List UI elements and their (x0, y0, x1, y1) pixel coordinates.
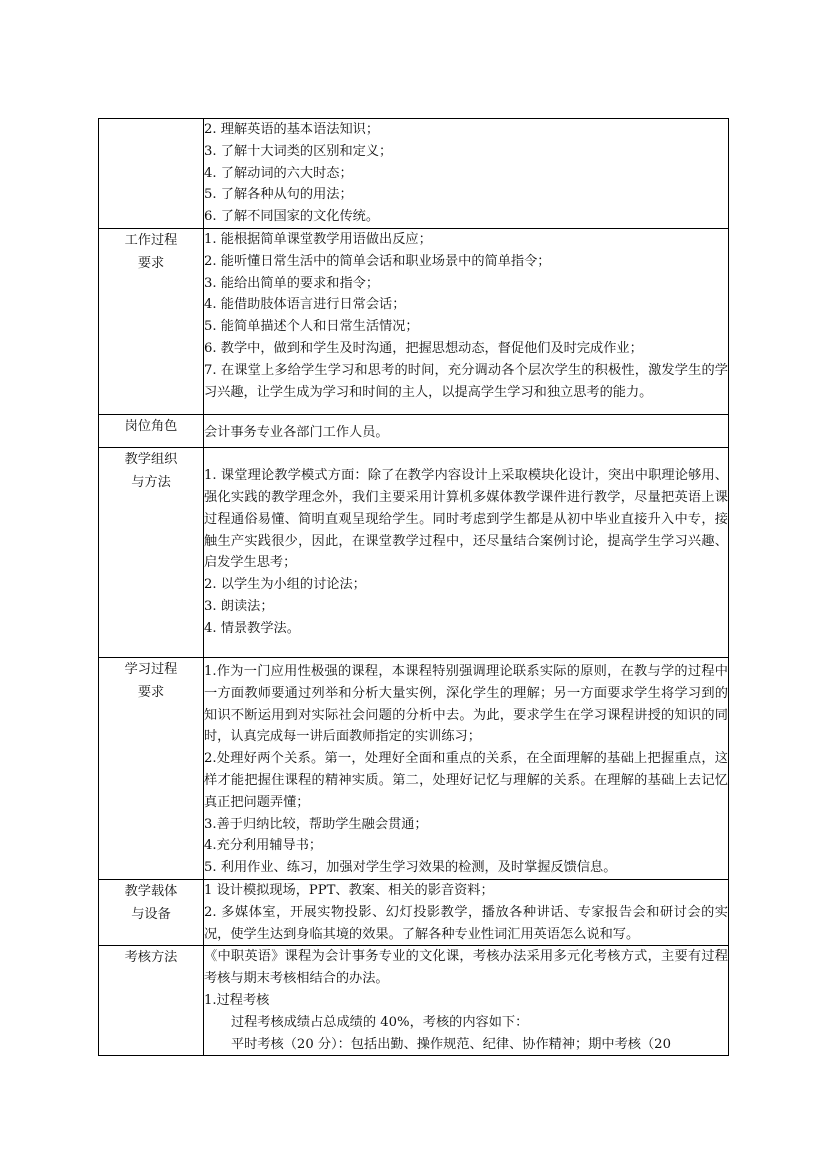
label-line: 教学组织 (124, 451, 178, 467)
list-item: 3. 了解十大词类的区别和定义； (204, 143, 393, 159)
list-item: 过程考核成绩占总成绩的 40%，考核的内容如下： (231, 1014, 529, 1030)
table-row-equipment (99, 879, 729, 945)
course-table (98, 118, 729, 1056)
list-item: 6. 了解不同国家的文化传统。 (204, 209, 380, 225)
list-item: 4. 情景教学法。 (204, 620, 300, 636)
row-content-equipment (204, 879, 729, 945)
list-item: 2.处理好两个关系。第一，处理好全面和重点的关系，在全面理解的基础上把握重点，这样才能把握住课程的精神实质。第二，处理好记忆与理解的关系。在理解的基础上去记忆真正把问题弄懂； (204, 751, 728, 810)
label-line: 与设备 (131, 906, 171, 922)
list-item: 5. 了解各种从句的用法； (204, 187, 353, 203)
row-label-study-process (99, 657, 204, 879)
row-label-equipment (99, 879, 204, 945)
row-content-assessment (204, 946, 729, 1056)
row-content-study-process (204, 657, 729, 879)
table-row-work-process (99, 228, 729, 414)
row-label-assessment: 考核方法 (99, 946, 204, 1056)
label-line: 教学载体 (124, 883, 178, 899)
row-label-teaching-method (99, 447, 204, 657)
list-item: 3.善于归纳比较，帮助学生融会贯通； (204, 816, 428, 832)
table-row-knowledge (99, 119, 729, 229)
list-item: 2. 理解英语的基本语法知识； (204, 122, 380, 137)
paragraph: 《中职英语》课程为会计事务专业的文化课，考核办法采用多元化考核方式，主要有过程考核与期末考核相结合的办法。 (204, 949, 728, 987)
list-item: 5. 能简单描述个人和日常生活情况； (204, 319, 419, 335)
list-item: 平时考核（20 分）：包括出勤、操作规范、纪律、协作精神；期中考核（20 (231, 1036, 671, 1052)
table-row-teaching-method (99, 447, 729, 657)
list-item: 1. 能根据简单课堂教学用语做出反应； (204, 231, 432, 247)
list-item: 4.充分利用辅导书； (204, 838, 323, 854)
row-content-work-process (204, 228, 729, 414)
label-line: 要求 (137, 684, 165, 700)
row-label-work-process (99, 228, 204, 414)
list-item: 6. 教学中，做到和学生及时沟通，把握思想动态，督促他们及时完成作业； (204, 340, 643, 356)
row-content-teaching-method (204, 447, 729, 657)
list-item: 3. 朗读法； (204, 599, 274, 615)
label-line: 学习过程 (124, 661, 178, 677)
list-item: 2. 多媒体室，开展实物投影、幻灯投影教学，播放各种讲话、专家报告会和研讨会的实况，使学生达到身临其境的效果。了解各种专业性词汇用英语怎么说和写。 (204, 904, 728, 942)
list-item: 1. 课堂理论教学模式方面：除了在教学内容设计上采取模块化设计，突出中职理论够用、强化实践的教学理念外，我们主要采用计算机多媒体教学课件进行教学，尽量把英语上课过程通俗易懂、简明直观呈现给学生。同时考虑到学生都是从初中毕业直接升入中专，接触生产实践很少，因此，在课堂教学过程中，还尽量结合案例讨论，提高学生学习兴趣、启发学生思考； (204, 468, 728, 571)
table-row-study-process (99, 657, 729, 879)
list-item: 3. 能给出简单的要求和指令； (204, 275, 380, 291)
list-item: 2. 能听懂日常生活中的简单会话和职业场景中的简单指令； (204, 253, 551, 269)
list-item: 1.作为一门应用性极强的课程，本课程特别强调理论联系实际的原则，在教与学的过程中一方面教师要通过列举和分析大量实例，深化学生的理解；另一方面要求学生将学习到的知识不断运用到对实际社会问题的分析中去。为此，要求学生在学习课程讲授的知识的同时，认真完成每一讲后面教师指定的实训练习； (204, 664, 728, 745)
row-label-empty (99, 119, 204, 229)
row-label-role: 岗位角色 (99, 414, 204, 447)
list-item: 2. 以学生为小组的讨论法； (204, 577, 366, 593)
table-row-role (99, 414, 729, 447)
row-content-knowledge (204, 119, 729, 229)
list-item: 7. 在课堂上多给学生学习和思考的时间，充分调动各个层次学生的积极性，激发学生的学习兴趣，让学生成为学习和时间的主人，以提高学生学习和独立思考的能力。 (204, 362, 728, 400)
list-item: 1.过程考核 (204, 992, 270, 1008)
label-line: 要求 (137, 255, 165, 271)
list-item: 1 设计模拟现场，PPT、教案、相关的影音资料； (204, 882, 494, 898)
table-row-assessment (99, 946, 729, 1056)
label-line: 工作过程 (124, 232, 178, 248)
row-content-role: 会计事务专业各部门工作人员。 (204, 414, 729, 447)
list-item: 4. 了解动词的六大时态； (204, 165, 353, 181)
label-line: 与方法 (131, 474, 171, 490)
list-item: 4. 能借助肢体语言进行日常会话； (204, 297, 406, 313)
list-item: 5. 利用作业、练习，加强对学生学习效果的检测，及时掌握反馈信息。 (204, 860, 617, 876)
